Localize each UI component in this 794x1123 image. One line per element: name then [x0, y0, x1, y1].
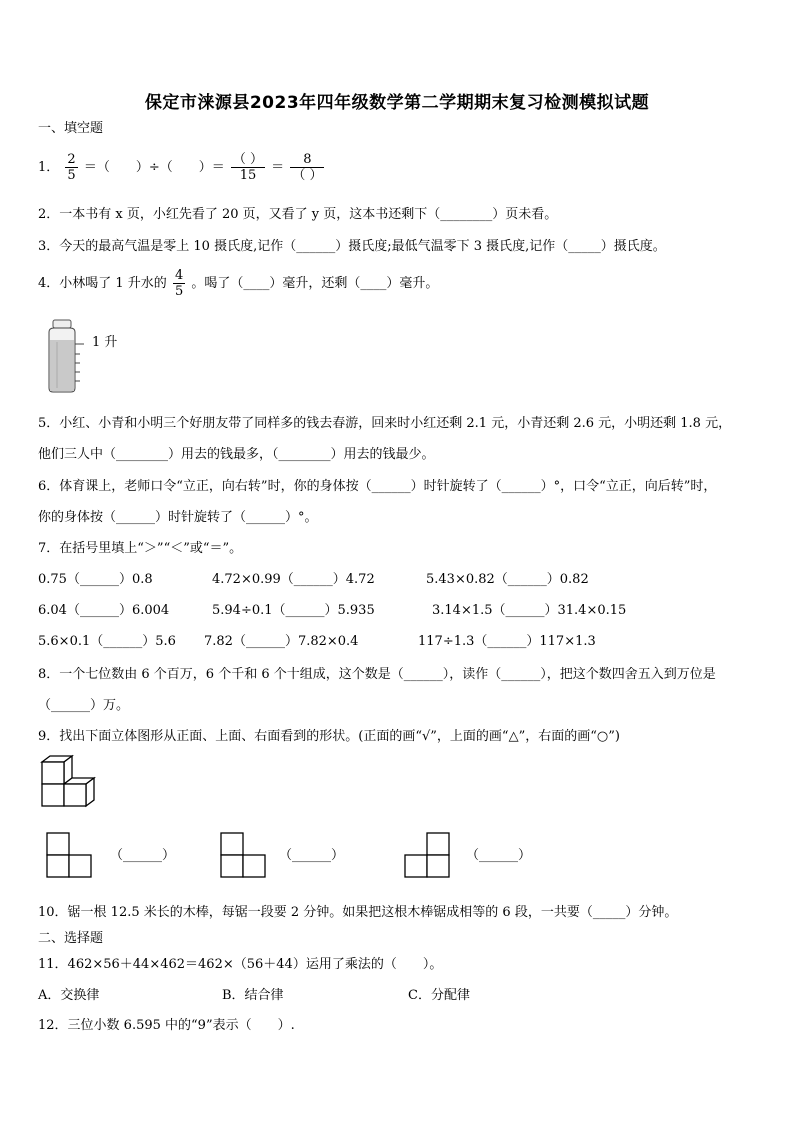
question-8-line-1: 8．一个七位数由 6 个百万，6 个千和 6 个十组成，这个数是（______），读作（______），把这个数四舍五入到万位是 [38, 667, 716, 682]
question-6-line-1: 6．体育课上，老师口令“立正，向右转”时，你的身体按（______）时针旋转了（______）°，口令“立正，向后转”时， [38, 479, 717, 494]
q1-middle: ＝（ ）÷（ ）＝ [83, 160, 225, 175]
q7-item: 7.82（______）7.82×0.4 [204, 634, 359, 649]
q4-numerator: 4 [174, 268, 184, 283]
q7-item: 3.14×1.5（______）31.4×0.15 [432, 603, 627, 618]
question-1 [38, 150, 326, 186]
q7-item: 6.04（______）6.004 [38, 603, 170, 618]
q7-item: 0.75（______）0.8 [38, 572, 153, 587]
q1-f2-numerator: （ ） [232, 152, 264, 167]
page-title: 保定市涞源县2023年四年级数学第二学期期末复习检测模拟试题 [144, 93, 650, 113]
question-9: 9．找出下面立体图形从正面、上面、右面看到的形状。(正面的画“√”，上面的画“△”，右面的画“○”) [38, 729, 620, 744]
q1-f3-denominator: （ ） [292, 168, 323, 183]
q4-denominator: 5 [174, 284, 184, 299]
question-2: 2．一本书有 x 页，小红先看了 20 页，又看了 y 页，这本书还剩下（________）页未看。 [38, 207, 558, 222]
bottle-label: 1 升 [92, 335, 118, 350]
q7-item: 5.94÷0.1（______）5.935 [212, 603, 375, 618]
q7-item: 5.43×0.82（______）0.82 [426, 572, 589, 587]
view-option-2-figure [220, 832, 270, 880]
question-10: 10．锯一根 12.5 米长的木棒，每锯一段要 2 分钟。如果把这根木棒锯成相等的 6 段，一共要（_____）分钟。 [38, 905, 678, 920]
question-4 [38, 266, 438, 302]
cube-stack-figure [38, 754, 108, 814]
q11-option-a: A．交换律 [38, 988, 100, 1003]
view-option-3-figure [404, 832, 454, 880]
q1-fraction-2 [231, 152, 265, 183]
q1-number: 1． [38, 160, 60, 175]
water-bottle-figure [44, 318, 124, 394]
q4-suffix: 。喝了（____）毫升，还剩（____）毫升。 [191, 276, 439, 291]
q1-f2-denominator: 15 [239, 168, 257, 183]
q7-item: 5.6×0.1（______）5.6 [38, 634, 176, 649]
q1-fraction-1 [65, 152, 77, 183]
section-heading-multiple-choice: 二、选择题 [38, 931, 104, 946]
q11-option-c: C．分配律 [408, 988, 470, 1003]
question-5-line-1: 5．小红、小青和小明三个好朋友带了同样多的钱去春游，回来时小红还剩 2.1 元，小青还剩 2.6 元，小明还剩 1.8 元， [38, 416, 732, 431]
q4-fraction [173, 268, 185, 299]
question-11: 11．462×56＋44×462＝462×（56＋44）运用了乘法的（ ）。 [38, 957, 443, 972]
q7-item: 4.72×0.99（______）4.72 [212, 572, 375, 587]
view-option-1-blank: （______） [110, 848, 176, 863]
view-option-2-blank: （______） [279, 848, 345, 863]
q4-prefix: 4．小林喝了 1 升水的 [38, 276, 167, 291]
question-5-line-2: 他们三人中（________）用去的钱最多，（________）用去的钱最少。 [38, 447, 435, 462]
view-option-1-figure [46, 832, 96, 880]
q1-fraction-3 [290, 152, 324, 183]
question-8-line-2: （______）万。 [38, 698, 130, 713]
question-6-line-2: 你的身体按（______）时针旋转了（______）°。 [38, 510, 318, 525]
question-7: 7．在括号里填上“＞”“＜”或“＝”。 [38, 541, 243, 556]
question-12: 12．三位小数 6.595 中的“9”表示（ ）. [38, 1018, 295, 1033]
q1-f1-denominator: 5 [67, 168, 76, 183]
view-option-3-blank: （______） [466, 848, 532, 863]
question-3: 3．今天的最高气温是零上 10 摄氏度,记作（______）摄氏度;最低气温零下 3 摄氏度,记作（_____）摄氏度。 [38, 239, 666, 254]
q11-option-b: B．结合律 [222, 988, 284, 1003]
q1-equals: ＝ [271, 160, 285, 175]
q1-f1-numerator: 2 [67, 152, 76, 167]
q7-item: 117÷1.3（______）117×1.3 [418, 634, 596, 649]
section-heading-fill-blank: 一、填空题 [38, 121, 104, 136]
q1-f3-numerator: 8 [290, 152, 324, 168]
